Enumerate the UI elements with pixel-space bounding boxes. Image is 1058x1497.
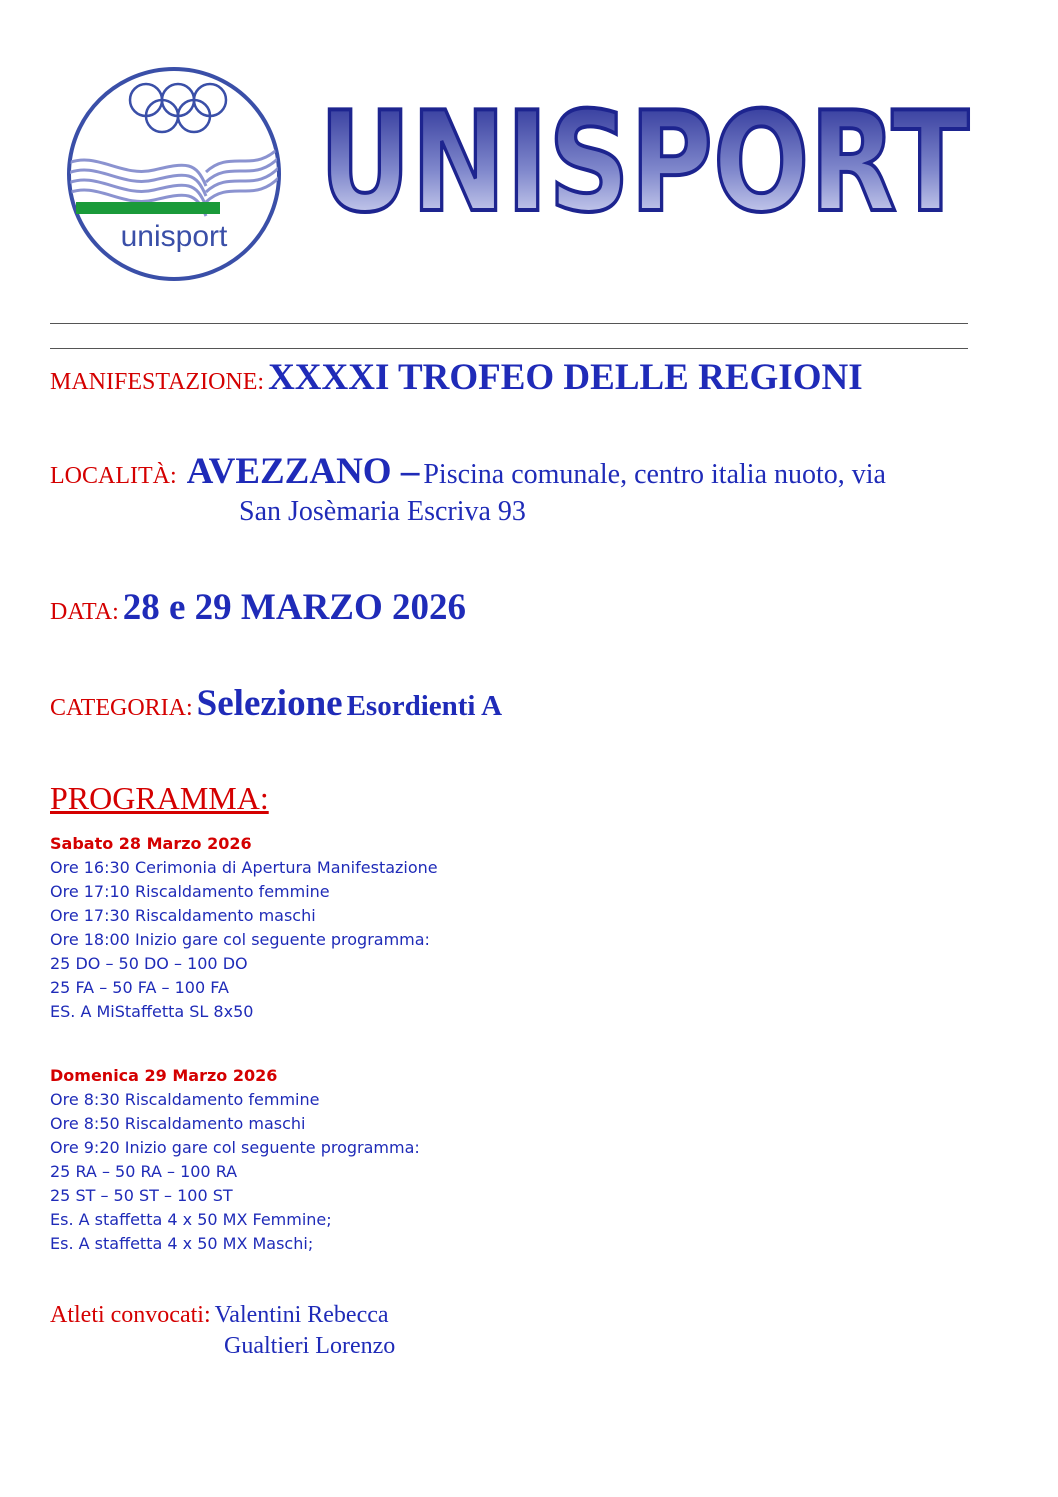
program-item: Ore 8:50 Riscaldamento maschi [50, 1114, 306, 1133]
program-item: Ore 9:20 Inizio gare col seguente programma: [50, 1138, 420, 1157]
program-item: 25 ST – 50 ST – 100 ST [50, 1186, 233, 1205]
program-item: Es. A staffetta 4 x 50 MX Femmine; [50, 1210, 332, 1229]
programma-heading: PROGRAMMA: [50, 780, 269, 816]
program-item: Es. A staffetta 4 x 50 MX Maschi; [50, 1234, 314, 1253]
program-item: 25 RA – 50 RA – 100 RA [50, 1162, 238, 1181]
program-item: Ore 16:30 Cerimonia di Apertura Manifestazione [50, 858, 438, 877]
data-label: DATA: [50, 599, 119, 625]
localita-row [50, 450, 886, 493]
program-item: Ore 8:30 Riscaldamento femmine [50, 1090, 320, 1109]
localita-address-line1: Piscina comunale, centro italia nuoto, via [423, 459, 886, 490]
categoria-value-small: Esordienti A [346, 690, 503, 722]
divider-1 [50, 323, 968, 324]
program-item: Ore 18:00 Inizio gare col seguente programma: [50, 930, 430, 949]
manifestazione-row [50, 356, 863, 399]
categoria-value-big: Selezione [196, 683, 343, 724]
localita-city: AVEZZANO – [186, 451, 420, 492]
program-day-2 [50, 1064, 420, 1256]
divider-2 [50, 348, 968, 349]
atleta-name-2: Gualtieri Lorenzo [224, 1333, 396, 1359]
atleti-label: Atleti convocati: [50, 1302, 211, 1328]
program-item: Ore 17:30 Riscaldamento maschi [50, 906, 316, 925]
program-day-1 [50, 832, 438, 1024]
categoria-row [50, 682, 502, 725]
unisport-banner [316, 82, 972, 243]
program-item: ES. A MiStaffetta SL 8x50 [50, 1002, 254, 1021]
data-row [50, 586, 466, 629]
categoria-label: CATEGORIA: [50, 695, 193, 721]
day-title: Sabato 28 Marzo 2026 [50, 834, 252, 853]
manifestazione-value: XXXXI TROFEO DELLE REGIONI [268, 357, 863, 398]
manifestazione-label: MANIFESTAZIONE: [50, 369, 265, 395]
day-title: Domenica 29 Marzo 2026 [50, 1066, 278, 1085]
logo-text: unisport [120, 220, 228, 253]
atleti-row [50, 1302, 389, 1329]
banner-text: UNISPORT [319, 82, 969, 243]
atleta-name-1: Valentini Rebecca [214, 1302, 389, 1328]
localita-label: LOCALITÀ: [50, 463, 177, 489]
data-value: 28 e 29 MARZO 2026 [122, 587, 466, 628]
unisport-logo [66, 66, 282, 282]
program-item: 25 DO – 50 DO – 100 DO [50, 954, 248, 973]
localita-address-line2: San Josèmaria Escriva 93 [239, 496, 526, 527]
green-bar [76, 202, 220, 214]
program-item: 25 FA – 50 FA – 100 FA [50, 978, 229, 997]
program-item: Ore 17:10 Riscaldamento femmine [50, 882, 330, 901]
